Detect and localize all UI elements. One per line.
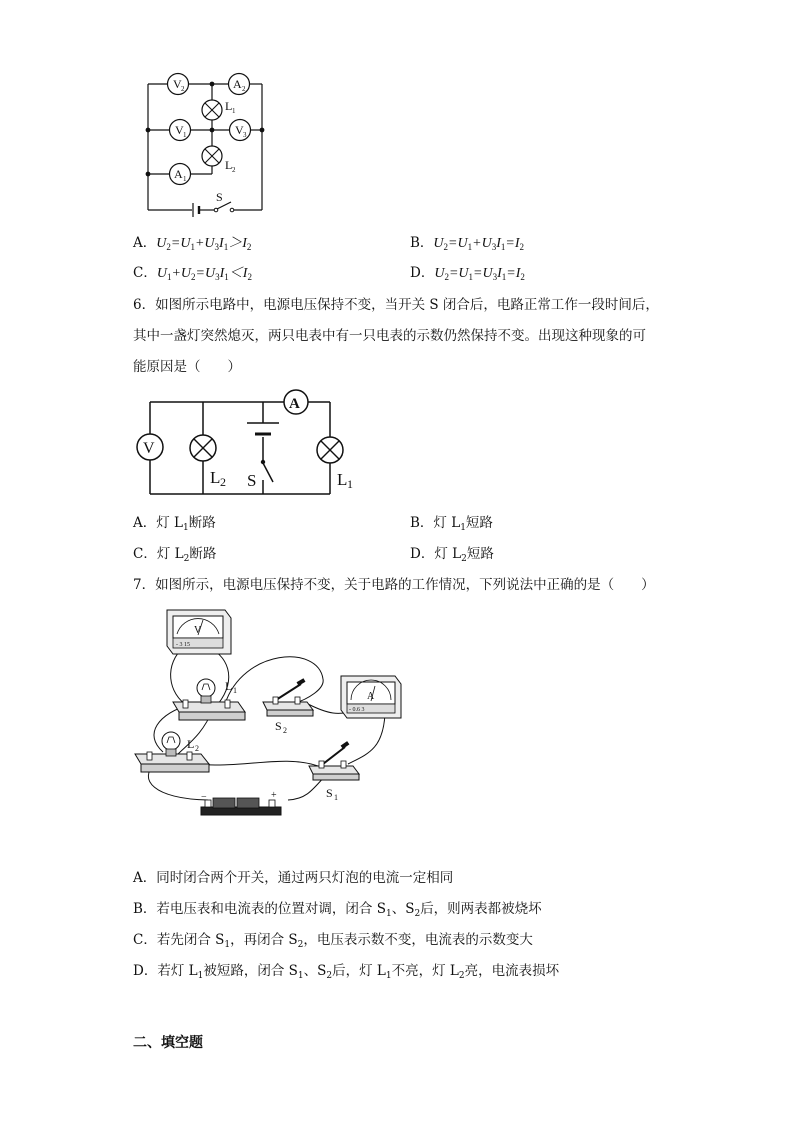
option-subscript: 1 [224, 940, 231, 950]
svg-text:2: 2 [232, 166, 236, 174]
q7-option-a[interactable]: A．同时闭合两个开关，通过两只灯泡的电流一定相同 [133, 870, 454, 886]
svg-text:V: V [143, 440, 155, 457]
option-text: D．若灯 L [133, 963, 198, 979]
svg-text:- 0.6 3: - 0.6 3 [349, 707, 365, 713]
svg-text:1: 1 [183, 131, 187, 139]
meter-v2 [168, 74, 189, 95]
svg-text:L: L [187, 737, 195, 751]
q5-circuit-diagram [130, 62, 280, 222]
q6-lamp-l2 [190, 435, 226, 489]
option-text: 后，灯 L [332, 963, 386, 979]
q7-stem: 7．如图所示，电源电压保持不变，关于电路的工作情况，下列说法中正确的是（ ） [133, 577, 655, 593]
q7-switch-s1 [309, 741, 359, 802]
q6-option-b[interactable] [410, 513, 493, 538]
option-text: ，再闭合 S [230, 932, 298, 948]
svg-text:1: 1 [347, 477, 353, 491]
option-formula: $U_2=U_1=U_3I_1=I_2$ [434, 266, 525, 282]
svg-text:2: 2 [283, 726, 287, 735]
q6-option-a[interactable] [133, 513, 216, 538]
q7-lamp-l1 [173, 679, 245, 720]
option-text: 、S [303, 963, 327, 979]
option-label: A． [133, 235, 157, 251]
option-label: A． [133, 515, 157, 531]
svg-text:L: L [225, 679, 233, 693]
svg-text:V: V [173, 77, 182, 91]
q7-switch-s2 [263, 678, 313, 735]
option-text-end: 后，则两表都被烧坏 [420, 901, 542, 917]
option-text-end: 短路 [466, 546, 494, 562]
svg-text:1: 1 [232, 107, 236, 115]
option-text: 不亮，灯 L [391, 963, 459, 979]
option-subscript: 2 [461, 554, 467, 564]
svg-text:1: 1 [233, 686, 237, 695]
svg-text:1: 1 [183, 175, 187, 183]
option-text: 灯 L [433, 515, 461, 531]
q7-ammeter [341, 676, 401, 718]
option-subscript: 1 [183, 523, 189, 533]
option-text: 灯 L [156, 546, 184, 562]
lamp-l2 [202, 146, 236, 174]
option-label: B． [410, 515, 434, 531]
meter-v1 [170, 120, 191, 141]
svg-text:S: S [275, 719, 282, 733]
meter-a1 [170, 164, 191, 185]
option-subscript: 2 [458, 971, 465, 981]
svg-text:- 3 15: - 3 15 [176, 642, 190, 648]
option-subscript: 1 [460, 523, 466, 533]
meter-v3 [230, 120, 251, 141]
svg-text:A: A [233, 77, 242, 91]
q6-option-c[interactable] [133, 544, 216, 569]
svg-text:3: 3 [243, 131, 247, 139]
svg-text:S: S [326, 786, 333, 800]
option-subscript: 1 [385, 909, 392, 919]
option-formula: $U_1+U_2=U_3I_1<I_2$ [156, 266, 252, 282]
option-subscript: 2 [183, 554, 190, 564]
option-text: 被短路，闭合 S [203, 963, 298, 979]
q7-option-d[interactable] [133, 961, 559, 986]
svg-text:2: 2 [195, 744, 199, 753]
q7-option-b[interactable] [133, 899, 542, 924]
q6-ammeter [284, 390, 308, 414]
option-subscript: 2 [326, 971, 333, 981]
q6-stem-line-3: 能原因是（ ） [133, 359, 241, 375]
svg-text:V: V [175, 123, 184, 137]
q6-voltmeter [137, 434, 163, 460]
svg-text:L: L [210, 468, 221, 487]
svg-text:S: S [247, 471, 257, 490]
option-subscript: 2 [297, 940, 304, 950]
q6-circuit-diagram [133, 388, 363, 500]
svg-text:L: L [225, 99, 233, 113]
section-title-fill-in: 二、填空题 [133, 1035, 203, 1051]
option-subscript: 1 [197, 971, 204, 981]
option-text: B．若电压表和电流表的位置对调，闭合 S [133, 901, 386, 917]
svg-text:V: V [194, 625, 202, 636]
option-text-end: 亮，电流表损坏 [464, 963, 560, 979]
q6-battery [247, 423, 279, 434]
option-formula: $U_2=U_1+U_3I_1>I_2$ [156, 236, 252, 252]
option-text: 、S [391, 901, 415, 917]
option-subscript: 1 [385, 971, 392, 981]
option-label: C． [133, 265, 157, 281]
battery [193, 203, 199, 217]
svg-text:A: A [174, 167, 183, 181]
q6-stem-line-2: 其中一盏灯突然熄灭，两只电表中有一只电表的示数仍然保持不变。出现这种现象的可 [133, 328, 646, 344]
svg-text:L: L [225, 158, 233, 172]
option-text-end: 断路 [188, 515, 216, 531]
option-text-end: 断路 [189, 546, 217, 562]
q6-lamp-l1 [317, 437, 353, 491]
option-subscript: 2 [414, 909, 421, 919]
option-label: D． [410, 546, 435, 562]
svg-text:−: − [201, 792, 207, 803]
q7-lamp-l2 [135, 732, 209, 772]
svg-text:A: A [289, 396, 300, 412]
svg-text:A: A [367, 691, 375, 702]
option-subscript: 1 [297, 971, 304, 981]
svg-text:L: L [337, 470, 348, 489]
option-text-end: 短路 [465, 515, 493, 531]
svg-text:2: 2 [220, 475, 226, 489]
lamp-l1 [202, 99, 236, 120]
option-text: 灯 L [434, 546, 462, 562]
svg-text:2: 2 [242, 85, 246, 93]
svg-text:1: 1 [334, 793, 338, 802]
meter-a2 [229, 74, 250, 95]
option-label: C． [133, 546, 157, 562]
q6-option-d[interactable] [410, 544, 494, 569]
option-label: B． [410, 235, 434, 251]
option-text: C．若先闭合 S [133, 932, 225, 948]
q5-option-c[interactable] [133, 263, 252, 287]
svg-text:S: S [216, 190, 223, 204]
q7-option-c[interactable] [133, 930, 533, 955]
svg-text:2: 2 [181, 85, 185, 93]
option-formula: $U_2=U_1+U_3I_1=I_2$ [433, 236, 524, 252]
q6-switch-s [247, 460, 273, 490]
q6-stem-line-1: 6．如图所示电路中，电源电压保持不变，当开关 S 闭合后，电路正常工作一段时间后， [133, 297, 659, 313]
svg-text:+: + [271, 790, 277, 801]
q7-circuit-illustration [133, 604, 403, 824]
q7-battery-holder [201, 790, 281, 815]
q5-option-d[interactable] [410, 263, 525, 287]
q5-option-a[interactable] [133, 233, 251, 257]
option-text: 灯 L [156, 515, 184, 531]
option-label: D． [410, 265, 435, 281]
q5-option-b[interactable] [410, 233, 524, 257]
switch-s [214, 190, 234, 212]
option-text-end: ，电压表示数不变，电流表的示数变大 [303, 932, 533, 948]
q7-voltmeter [167, 610, 231, 654]
svg-text:V: V [235, 123, 244, 137]
